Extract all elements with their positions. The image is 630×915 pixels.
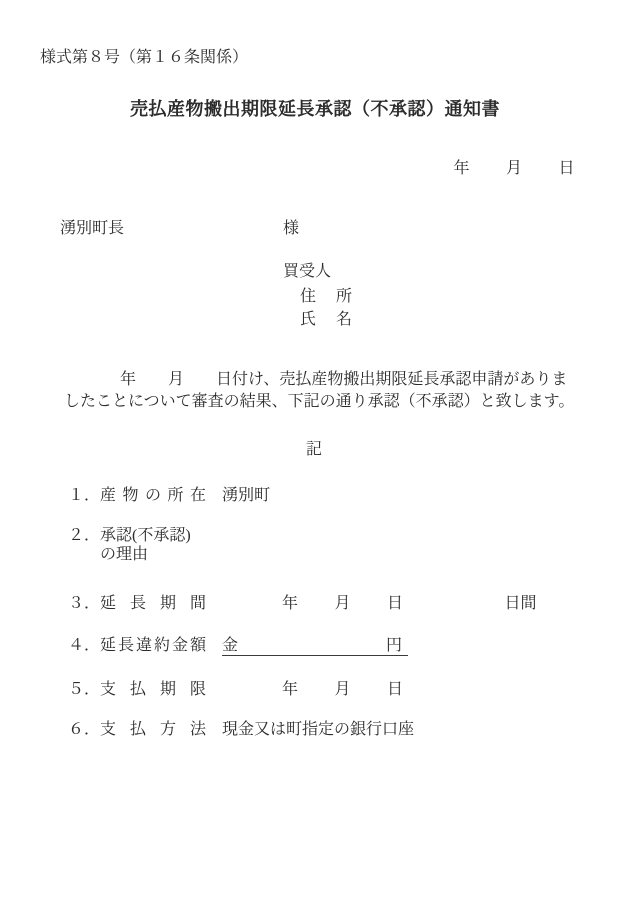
item-value-date: 年 月 日 bbox=[282, 681, 405, 698]
item-value: 現金又は町指定の銀行口座 bbox=[222, 721, 415, 738]
item-value-days: 日間 bbox=[504, 595, 537, 612]
item-label: 承認(不承認) bbox=[100, 527, 191, 544]
money-amount-underline bbox=[222, 632, 408, 656]
item-label: 支払方法 bbox=[100, 721, 206, 738]
addressee-honorific: 様 bbox=[283, 220, 300, 237]
item-number: ６． bbox=[68, 721, 101, 738]
item-row-penalty-amount bbox=[68, 632, 408, 656]
buyer-heading: 買受人 bbox=[283, 263, 332, 280]
item-number: ２． bbox=[68, 527, 101, 544]
record-heading: 記 bbox=[305, 441, 324, 458]
item-number: ５． bbox=[68, 681, 101, 698]
item-label: 延長期間 bbox=[100, 595, 206, 612]
item-row-payment-method bbox=[68, 716, 414, 739]
item-row-product-location bbox=[68, 482, 270, 505]
item-label: 支払期限 bbox=[100, 681, 206, 698]
body-paragraph-line2: したことについて審査の結果、下記の通り承認（不承認）と致します。 bbox=[64, 393, 575, 410]
form-number: 様式第８号（第１６条関係） bbox=[40, 49, 249, 66]
item-value: 湧別町 bbox=[222, 487, 271, 504]
item-row-payment-deadline bbox=[68, 676, 405, 699]
issue-date-line: 年 月 日 bbox=[453, 160, 576, 177]
document-title: 売払産物搬出期限延長承認（不承認）通知書 bbox=[130, 99, 500, 119]
buyer-name-label: 氏 名 bbox=[300, 311, 355, 328]
item-label-line2: の理由 bbox=[100, 546, 149, 563]
body-paragraph-line1: 年 月 日付け、売払産物搬出期限延長承認申請がありま bbox=[120, 371, 568, 388]
money-unit: 円 bbox=[385, 637, 402, 654]
item-value-date: 年 月 日 bbox=[282, 595, 405, 612]
item-number: ３． bbox=[68, 595, 101, 612]
buyer-address-label: 住 所 bbox=[300, 288, 355, 305]
addressee-name: 湧別町長 bbox=[60, 220, 125, 237]
item-label: 産物の所在 bbox=[100, 487, 206, 504]
money-prefix: 金 bbox=[222, 637, 239, 654]
item-number: ４． bbox=[68, 637, 101, 654]
item-number: １． bbox=[68, 487, 101, 504]
item-label: 延長違約金額 bbox=[100, 637, 206, 654]
item-row-extension-period bbox=[68, 590, 537, 613]
item-row-approval-reason bbox=[68, 522, 206, 545]
